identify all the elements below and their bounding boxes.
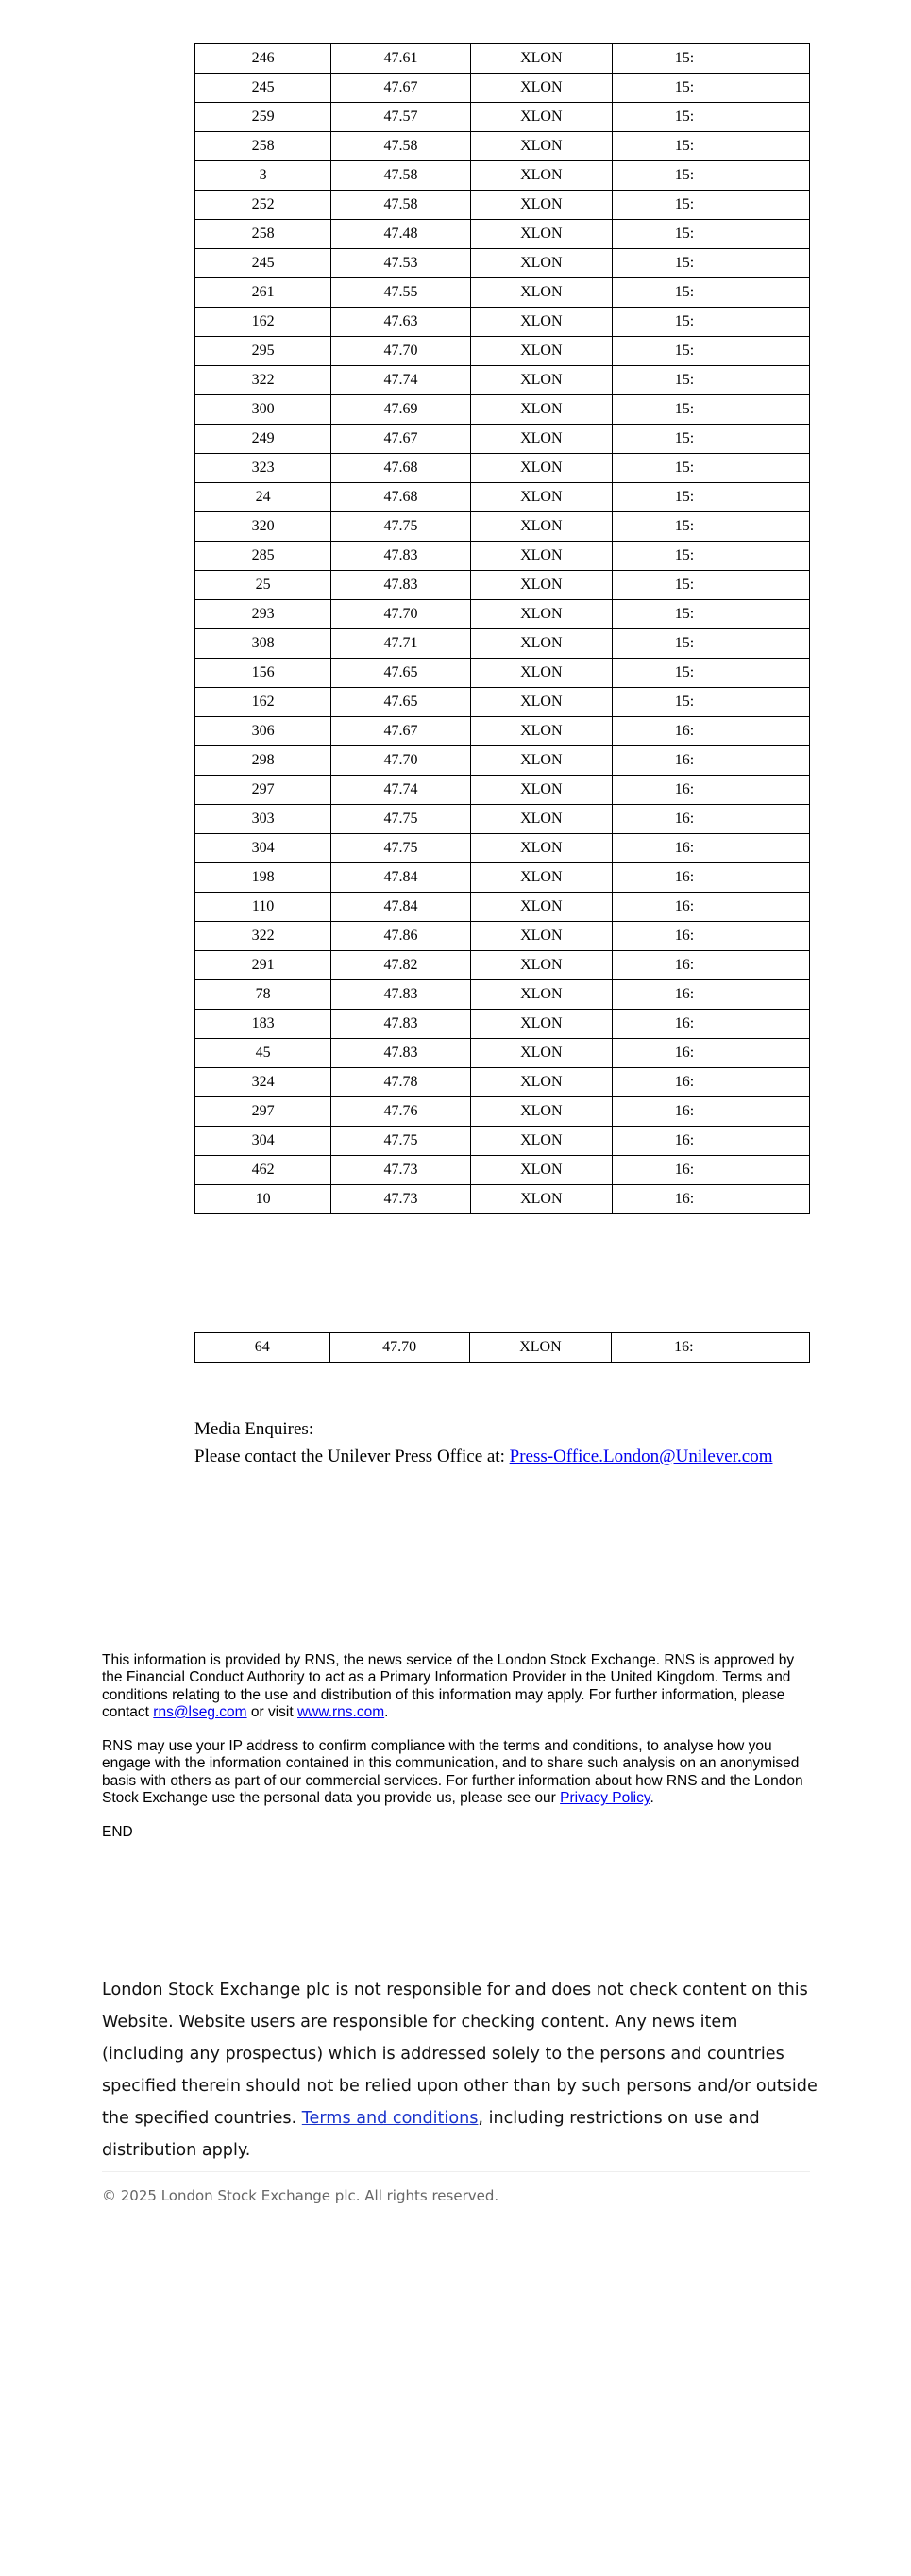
price-cell: 47.83 [331, 980, 471, 1010]
lse-disclaimer [102, 1974, 819, 2166]
rns-privacy-text: RNS may use your IP address to confirm compliance with the terms and conditions, to analyse how you engage with the information contained in this communication, and to share such analysis on an anonymised basis with others as part of our commercial services. For further information about how RNS and the London Stock Exchange use the personal data you provide us, please see our [102, 1738, 803, 1807]
time-cell: 15: [612, 161, 809, 191]
volume-cell: 25 [195, 571, 331, 600]
time-cell: 15: [612, 103, 809, 132]
venue-cell: XLON [470, 103, 612, 132]
volume-cell: 285 [195, 542, 331, 571]
time-cell: 15: [612, 395, 809, 425]
disclaimer-text: London Stock Exchange plc is not responsible for and does not check content on this Website. Website users are responsible for checking content. Any news item (including any prospectus) which is addressed solely to the persons and countries specified therein should not be relied upon other than by such persons and/or outside the specified countries. [102, 1981, 818, 2128]
venue-cell: XLON [470, 688, 612, 717]
time-cell: 16: [612, 922, 809, 951]
time-cell: 15: [612, 600, 809, 629]
table-row [195, 454, 810, 483]
price-cell: 47.48 [331, 220, 471, 249]
table-row [195, 483, 810, 512]
volume-cell: 245 [195, 249, 331, 278]
price-cell: 47.61 [331, 44, 471, 74]
price-cell: 47.73 [331, 1156, 471, 1185]
venue-cell: XLON [470, 571, 612, 600]
volume-cell: 259 [195, 103, 331, 132]
price-cell: 47.84 [331, 863, 471, 893]
volume-cell: 24 [195, 483, 331, 512]
table-row [195, 542, 810, 571]
price-cell: 47.83 [331, 1039, 471, 1068]
price-cell: 47.75 [331, 805, 471, 834]
volume-cell: 10 [195, 1185, 331, 1214]
venue-cell: XLON [470, 512, 612, 542]
venue-cell: XLON [470, 746, 612, 776]
price-cell: 47.69 [331, 395, 471, 425]
venue-cell: XLON [470, 278, 612, 308]
volume-cell: 293 [195, 600, 331, 629]
time-cell: 16: [612, 951, 809, 980]
price-cell: 47.84 [331, 893, 471, 922]
volume-cell: 162 [195, 688, 331, 717]
venue-cell: XLON [470, 659, 612, 688]
time-cell: 16: [612, 1010, 809, 1039]
volume-cell: 306 [195, 717, 331, 746]
time-cell: 15: [612, 337, 809, 366]
price-cell: 47.74 [331, 776, 471, 805]
price-cell: 47.67 [331, 717, 471, 746]
table-row [195, 191, 810, 220]
volume-cell: 64 [195, 1333, 330, 1363]
venue-cell: XLON [470, 191, 612, 220]
venue-cell: XLON [470, 454, 612, 483]
rns-website-link[interactable]: www.rns.com [296, 1703, 385, 1720]
venue-cell: XLON [470, 863, 612, 893]
time-cell: 16: [612, 1039, 809, 1068]
table-row [195, 249, 810, 278]
volume-cell: 258 [195, 132, 331, 161]
table-row [195, 659, 810, 688]
table-row [195, 161, 810, 191]
time-cell: 16: [612, 1127, 809, 1156]
time-cell: 15: [612, 629, 809, 659]
venue-cell: XLON [470, 308, 612, 337]
table-row [195, 922, 810, 951]
volume-cell: 303 [195, 805, 331, 834]
table-row [195, 366, 810, 395]
rns-info-text-mid: or visit [246, 1703, 297, 1720]
volume-cell: 322 [195, 366, 331, 395]
table-row [195, 395, 810, 425]
venue-cell: XLON [470, 776, 612, 805]
table-row [195, 1185, 810, 1214]
price-cell: 47.68 [331, 454, 471, 483]
trade-table-continued [194, 1332, 810, 1363]
table-row [195, 776, 810, 805]
venue-cell: XLON [470, 1097, 612, 1127]
volume-cell: 198 [195, 863, 331, 893]
price-cell: 47.83 [331, 571, 471, 600]
table-row [195, 688, 810, 717]
table-row [195, 220, 810, 249]
volume-cell: 322 [195, 922, 331, 951]
price-cell: 47.76 [331, 1097, 471, 1127]
volume-cell: 245 [195, 74, 331, 103]
table-row [195, 337, 810, 366]
rns-notice [102, 1652, 810, 1859]
venue-cell: XLON [470, 74, 612, 103]
trade-table [194, 43, 810, 1214]
price-cell: 47.71 [331, 629, 471, 659]
volume-cell: 295 [195, 337, 331, 366]
venue-cell: XLON [470, 44, 612, 74]
table-row [195, 1068, 810, 1097]
volume-cell: 323 [195, 454, 331, 483]
volume-cell: 304 [195, 834, 331, 863]
venue-cell: XLON [470, 1156, 612, 1185]
price-cell: 47.74 [331, 366, 471, 395]
price-cell: 47.67 [331, 425, 471, 454]
time-cell: 15: [612, 688, 809, 717]
venue-cell: XLON [470, 1068, 612, 1097]
time-cell: 15: [612, 74, 809, 103]
price-cell: 47.83 [331, 542, 471, 571]
price-cell: 47.70 [331, 600, 471, 629]
venue-cell: XLON [470, 366, 612, 395]
price-cell: 47.75 [331, 512, 471, 542]
table-row [195, 717, 810, 746]
venue-cell: XLON [470, 249, 612, 278]
trade-table-viewport [0, 0, 810, 1378]
media-enquiries [194, 1415, 772, 1470]
price-cell: 47.78 [331, 1068, 471, 1097]
table-row [195, 1010, 810, 1039]
table-row [195, 863, 810, 893]
price-cell: 47.75 [331, 1127, 471, 1156]
time-cell: 15: [612, 278, 809, 308]
price-cell: 47.75 [331, 834, 471, 863]
price-cell: 47.55 [331, 278, 471, 308]
table-row [195, 308, 810, 337]
rns-email-link[interactable]: rns@lseg.com [153, 1703, 247, 1720]
time-cell: 15: [612, 132, 809, 161]
price-cell: 47.67 [331, 74, 471, 103]
venue-cell: XLON [470, 951, 612, 980]
volume-cell: 156 [195, 659, 331, 688]
table-row [195, 600, 810, 629]
table-row [195, 629, 810, 659]
table-row [195, 980, 810, 1010]
volume-cell: 320 [195, 512, 331, 542]
volume-cell: 162 [195, 308, 331, 337]
table-row [195, 1333, 810, 1363]
volume-cell: 462 [195, 1156, 331, 1185]
rns-info-text-end: . [384, 1703, 389, 1720]
time-cell: 15: [612, 425, 809, 454]
media-heading: Media Enquires: [194, 1419, 314, 1439]
venue-cell: XLON [470, 1127, 612, 1156]
volume-cell: 252 [195, 191, 331, 220]
table-row [195, 74, 810, 103]
volume-cell: 3 [195, 161, 331, 191]
table-row [195, 1097, 810, 1127]
volume-cell: 261 [195, 278, 331, 308]
privacy-policy-link[interactable]: Privacy Policy [560, 1790, 650, 1807]
table-row [195, 951, 810, 980]
venue-cell: XLON [470, 922, 612, 951]
table-row [195, 805, 810, 834]
time-cell: 16: [612, 1097, 809, 1127]
table-row [195, 1127, 810, 1156]
volume-cell: 78 [195, 980, 331, 1010]
time-cell: 15: [612, 308, 809, 337]
end-marker: END [102, 1824, 133, 1841]
volume-cell: 308 [195, 629, 331, 659]
price-cell: 47.70 [331, 746, 471, 776]
price-cell: 47.58 [331, 132, 471, 161]
price-cell: 47.73 [331, 1185, 471, 1214]
time-cell: 15: [612, 542, 809, 571]
time-cell: 15: [612, 366, 809, 395]
terms-and-conditions-link[interactable]: Terms and conditions [301, 2109, 479, 2128]
volume-cell: 246 [195, 44, 331, 74]
volume-cell: 324 [195, 1068, 331, 1097]
time-cell: 16: [612, 746, 809, 776]
volume-cell: 249 [195, 425, 331, 454]
venue-cell: XLON [470, 220, 612, 249]
time-cell: 16: [612, 805, 809, 834]
volume-cell: 297 [195, 1097, 331, 1127]
venue-cell: XLON [470, 834, 612, 863]
volume-cell: 45 [195, 1039, 331, 1068]
price-cell: 47.86 [331, 922, 471, 951]
footer-divider [102, 2171, 810, 2172]
price-cell: 47.65 [331, 659, 471, 688]
venue-cell: XLON [470, 600, 612, 629]
time-cell: 16: [612, 893, 809, 922]
rns-privacy-text-end: . [650, 1790, 654, 1807]
venue-cell: XLON [470, 132, 612, 161]
rns-privacy-paragraph [102, 1738, 810, 1807]
table-row [195, 425, 810, 454]
price-cell: 47.57 [331, 103, 471, 132]
venue-cell: XLON [470, 629, 612, 659]
table-row [195, 746, 810, 776]
table-row [195, 132, 810, 161]
venue-cell: XLON [470, 893, 612, 922]
time-cell: 15: [612, 512, 809, 542]
venue-cell: XLON [470, 425, 612, 454]
venue-cell: XLON [470, 1010, 612, 1039]
press-office-email-link[interactable]: Press-Office.London@Unilever.com [509, 1447, 773, 1466]
time-cell: 15: [612, 571, 809, 600]
time-cell: 16: [612, 1185, 809, 1214]
time-cell: 16: [612, 863, 809, 893]
price-cell: 47.70 [329, 1333, 469, 1363]
venue-cell: XLON [470, 805, 612, 834]
time-cell: 16: [612, 1156, 809, 1185]
time-cell: 16: [612, 834, 809, 863]
media-contact-text: Please contact the Unilever Press Office at: [194, 1447, 510, 1466]
table-row [195, 834, 810, 863]
volume-cell: 183 [195, 1010, 331, 1039]
time-cell: 16: [612, 1068, 809, 1097]
price-cell: 47.65 [331, 688, 471, 717]
venue-cell: XLON [470, 483, 612, 512]
time-cell: 15: [612, 191, 809, 220]
rns-info-text: This information is provided by RNS, the news service of the London Stock Exchange. RNS is approved by the Financial Conduct Authority to act as a Primary Information Provider in the United Kingdom. Terms and conditions relating to the use and distribution of this information may apply. For further information, please contact [102, 1652, 795, 1720]
time-cell: 16: [612, 717, 809, 746]
time-cell: 15: [612, 483, 809, 512]
venue-cell: XLON [469, 1333, 611, 1363]
time-cell: 15: [612, 454, 809, 483]
volume-cell: 291 [195, 951, 331, 980]
media-contact [194, 1443, 772, 1470]
price-cell: 47.63 [331, 308, 471, 337]
time-cell: 16: [612, 776, 809, 805]
table-row [195, 571, 810, 600]
time-cell: 15: [612, 249, 809, 278]
rns-info-paragraph [102, 1652, 810, 1721]
volume-cell: 304 [195, 1127, 331, 1156]
volume-cell: 300 [195, 395, 331, 425]
price-cell: 47.53 [331, 249, 471, 278]
venue-cell: XLON [470, 980, 612, 1010]
volume-cell: 297 [195, 776, 331, 805]
venue-cell: XLON [470, 395, 612, 425]
price-cell: 47.70 [331, 337, 471, 366]
disclaimer-text-end: , including restrictions on use and distribution apply. [102, 2109, 760, 2160]
volume-cell: 298 [195, 746, 331, 776]
price-cell: 47.68 [331, 483, 471, 512]
table-row [195, 103, 810, 132]
volume-cell: 110 [195, 893, 331, 922]
time-cell: 15: [612, 44, 809, 74]
time-cell: 16: [612, 980, 809, 1010]
table-row [195, 1156, 810, 1185]
venue-cell: XLON [470, 717, 612, 746]
price-cell: 47.82 [331, 951, 471, 980]
venue-cell: XLON [470, 1039, 612, 1068]
venue-cell: XLON [470, 337, 612, 366]
price-cell: 47.58 [331, 191, 471, 220]
volume-cell: 258 [195, 220, 331, 249]
venue-cell: XLON [470, 1185, 612, 1214]
table-row [195, 44, 810, 74]
price-cell: 47.58 [331, 161, 471, 191]
copyright-notice: © 2025 London Stock Exchange plc. All rights reserved. [102, 2187, 499, 2204]
time-cell: 15: [612, 220, 809, 249]
venue-cell: XLON [470, 161, 612, 191]
venue-cell: XLON [470, 542, 612, 571]
time-cell: 16: [612, 1333, 810, 1363]
table-row [195, 1039, 810, 1068]
table-row [195, 512, 810, 542]
table-row [195, 893, 810, 922]
price-cell: 47.83 [331, 1010, 471, 1039]
table-row [195, 278, 810, 308]
time-cell: 15: [612, 659, 809, 688]
